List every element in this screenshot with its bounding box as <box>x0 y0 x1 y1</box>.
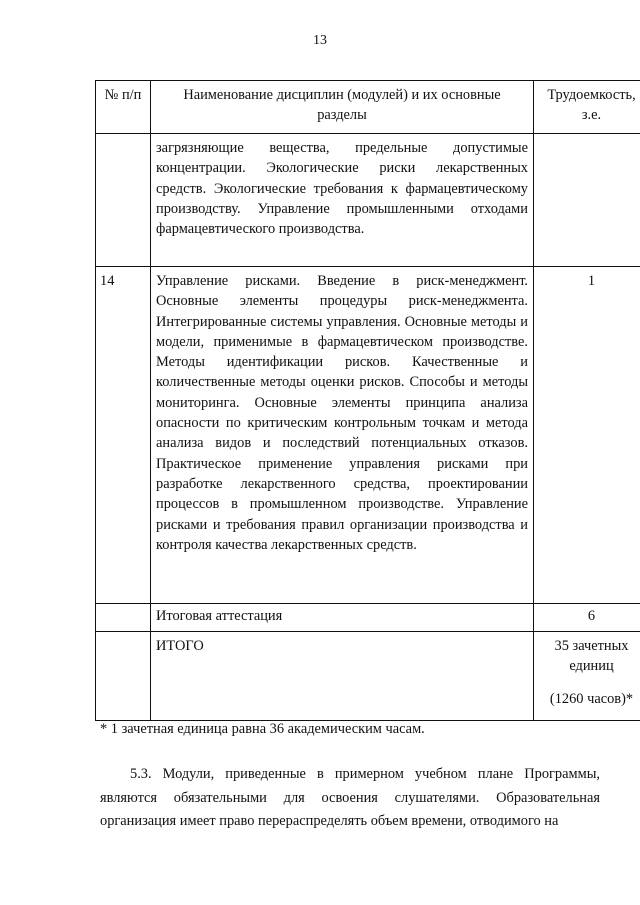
page-number: 13 <box>313 33 327 48</box>
row-workload <box>534 134 640 267</box>
total-hours: (1260 часов)* <box>549 690 634 707</box>
table-row-total <box>96 632 640 721</box>
row-number <box>96 632 151 721</box>
row-number <box>96 134 151 267</box>
header-number: № п/п <box>96 81 151 134</box>
row-description: Итоговая аттестация <box>151 604 534 632</box>
total-workload <box>534 632 640 721</box>
header-workload: Трудоемкость, з.е. <box>534 81 640 134</box>
table-row-final-attestation <box>96 604 640 632</box>
body-paragraph <box>100 763 600 834</box>
header-discipline-name: Наименование дисциплин (модулей) и их основные разделы <box>151 81 534 134</box>
row-number: 14 <box>96 267 151 604</box>
table-row <box>96 134 640 267</box>
total-label: ИТОГО <box>151 632 534 721</box>
total-credits-line2: единиц <box>569 658 614 675</box>
row-workload: 1 <box>534 267 640 604</box>
paragraph-text: 5.3. Модули, приведенные в примерном учебном плане Программы, являются обязательными для освоения слушателями. Образовательная организация имеет право перераспределять объем времени, отводимого на <box>100 766 600 829</box>
table-header-row <box>96 81 640 134</box>
total-credits-line1: 35 зачетных <box>554 638 629 654</box>
curriculum-table <box>95 80 640 721</box>
table-row <box>96 267 640 604</box>
row-description: загрязняющие вещества, предельные допустимые концентрации. Экологические риски лекарственных средств. Экологические требования к фармацевтическому производству. Управление промышленными отходами фармацевтического производства. <box>151 134 534 267</box>
footnote: * 1 зачетная единица равна 36 академическим часам. <box>100 721 425 737</box>
row-number <box>96 604 151 632</box>
row-description: Управление рисками. Введение в риск-менеджмент. Основные элементы процедуры риск-менеджмента. Интегрированные системы управления. Основные методы и модели, применимые в фармацевтическом производстве. Методы идентификации рисков. Качественные и количественные методы оценки рисков. Способы и методы мониторинга. Основные элементы принципа анализа опасности по критическим контрольным точкам и метода анализа видов и последствий потенциальных отказов. Практическое применение управления рисками при разработке лекарственного средства, проектировании процессов в промышленном производстве. Управление рисками и требования правил организации производства и контроля качества лекарственных средств. <box>151 267 534 604</box>
row-workload: 6 <box>534 604 640 632</box>
